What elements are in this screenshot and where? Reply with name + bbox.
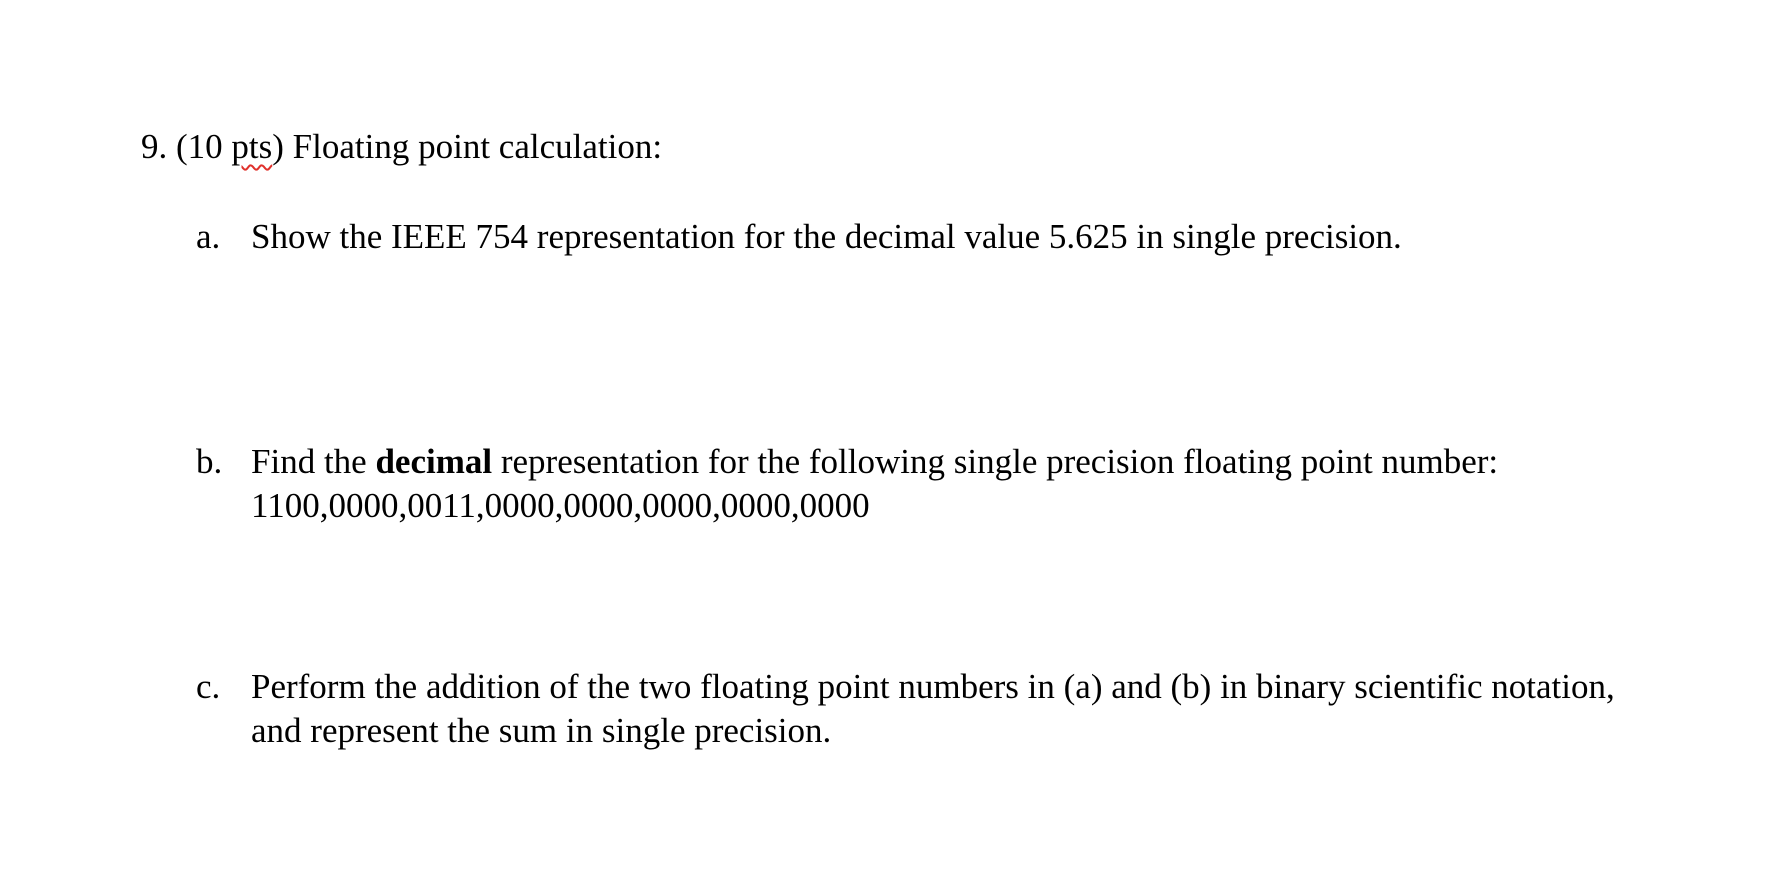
list-item-text: [251, 665, 1736, 753]
points-close: ): [272, 127, 284, 166]
list-item-c: [196, 665, 1736, 753]
bold-term: decimal: [375, 442, 493, 481]
binary-number: 1100,0000,0011,0000,0000,0000,0000,0000: [251, 486, 870, 525]
text-segment: representation for the following single precision floating point number:: [492, 442, 1499, 481]
points-word: pts: [231, 127, 273, 166]
item-text-line: Show the IEEE 754 representation for the decimal value 5.625 in single precision.: [251, 217, 1402, 256]
list-marker: a.: [196, 217, 221, 256]
question-title: Floating point calculation:: [292, 127, 663, 166]
item-text-line: Perform the addition of the two floating point numbers in (a) and (b) in binary scientific notation,: [251, 667, 1615, 706]
text-segment: Find the: [251, 442, 376, 481]
list-marker: c.: [196, 667, 221, 706]
item-text-line: and represent the sum in single precision.: [251, 711, 832, 750]
list-item-text: [251, 215, 1736, 259]
list-marker: b.: [196, 442, 223, 481]
item-text-line: [251, 440, 1736, 484]
list-item-b: [196, 440, 1736, 528]
question-number: 9.: [141, 127, 168, 166]
question-points: [176, 127, 284, 166]
points-open: (10: [176, 127, 232, 166]
question-header: [141, 125, 662, 169]
list-item-a: [196, 215, 1736, 259]
list-item-text: [251, 440, 1736, 528]
